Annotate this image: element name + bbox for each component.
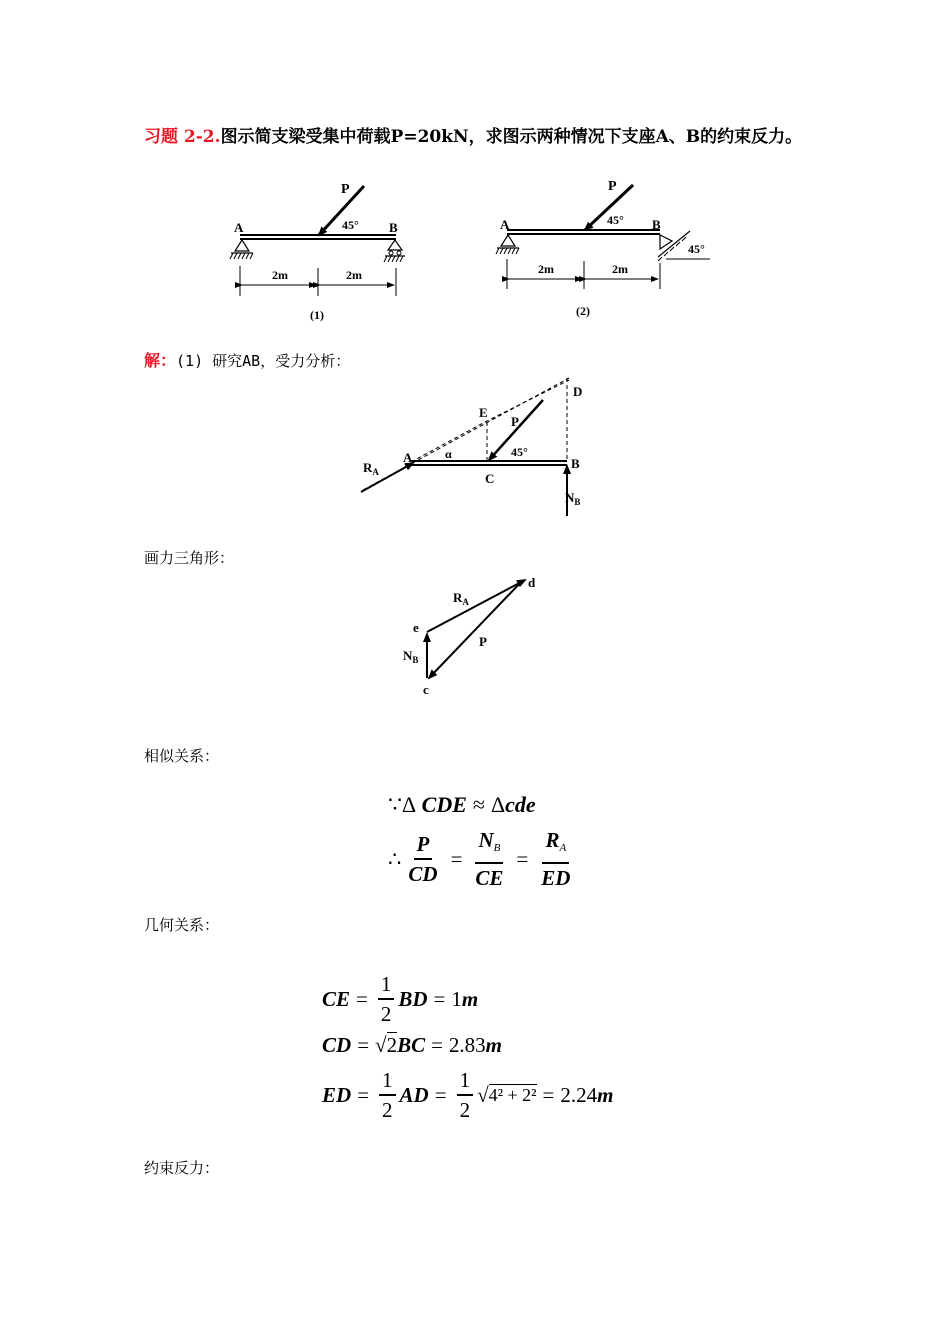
figure-2-inclined-roller-beam bbox=[490, 175, 720, 325]
figure-1-simply-supported-beam bbox=[224, 178, 424, 328]
label-A: A bbox=[234, 220, 244, 235]
label-NB: $N_B$ bbox=[565, 490, 581, 507]
label-A: A bbox=[500, 217, 510, 232]
problem-statement bbox=[144, 124, 824, 151]
label-B: B bbox=[652, 217, 661, 232]
solution-text: (1) 研究AB，受力分析： bbox=[176, 352, 351, 370]
label-E: E bbox=[479, 405, 488, 420]
label-RA: $R_A$ bbox=[453, 590, 469, 607]
solution-label: 解： bbox=[144, 351, 177, 370]
geometry-line-3: ED = $\frac{1}{2}$ AD = $\frac{1}{2}$ √ 4² + 2² = 2.24 m bbox=[322, 1068, 614, 1122]
dim-label-1: 2m bbox=[272, 268, 288, 282]
dashed-line-ED bbox=[485, 380, 569, 422]
similarity-line-1: ∵Δ CDE ≈ Δcde bbox=[388, 792, 536, 817]
label-alpha: α bbox=[445, 447, 452, 461]
label-A: A bbox=[403, 450, 413, 465]
figure-caption-1: (1) bbox=[310, 308, 324, 322]
problem-number: 习题 2-2. bbox=[144, 127, 221, 147]
dim-label-2: 2m bbox=[346, 268, 362, 282]
similar-heading: 相似关系： bbox=[144, 747, 220, 765]
similarity-line-2: ∴ $\frac{P}{CD}$ = $\frac{N_B}{CE}$ = $\frac{R_A}{ED}$ bbox=[388, 826, 577, 892]
geometry-line-1: CE = $\frac{1}{2}$ BD = 1 m bbox=[322, 972, 479, 1026]
label-P: P bbox=[341, 182, 350, 197]
solution-line bbox=[144, 350, 350, 372]
label-P: P bbox=[608, 179, 617, 194]
label-d: d bbox=[528, 575, 536, 590]
label-C: C bbox=[485, 471, 495, 486]
figure-caption-2: (2) bbox=[576, 304, 590, 318]
label-P: P bbox=[479, 634, 487, 649]
reaction-heading: 约束反力： bbox=[144, 1159, 220, 1177]
geometry-heading: 几何关系： bbox=[144, 916, 220, 934]
label-B: B bbox=[571, 456, 580, 471]
fraction-NB-over-CE: $\frac{N_B}{CE}$ bbox=[475, 828, 504, 890]
fraction-RA-over-ED: $\frac{R_A}{ED}$ bbox=[541, 828, 571, 890]
triangle-vector-P bbox=[429, 580, 523, 678]
label-c: c bbox=[423, 682, 429, 697]
triangle-vector-RA bbox=[427, 580, 525, 632]
label-D: D bbox=[573, 384, 583, 399]
label-angle-support: 45° bbox=[688, 242, 705, 256]
pin-support-A bbox=[496, 235, 519, 254]
label-NB: $N_B$ bbox=[403, 648, 419, 665]
label-RA: $R_A$ bbox=[363, 460, 379, 477]
problem-text: 图示简支梁受集中荷载P=20kN，求图示两种情况下支座A、B的约束反力。 bbox=[220, 127, 803, 147]
label-B: B bbox=[389, 220, 398, 235]
dim-label-2: 2m bbox=[612, 262, 628, 276]
triangle-heading: 画力三角形： bbox=[144, 549, 235, 567]
label-angle: 45° bbox=[342, 218, 359, 232]
label-angle: 45° bbox=[511, 445, 528, 459]
roller-support-B bbox=[384, 240, 405, 262]
fraction-P-over-CD: $\frac{P}{CD}$ bbox=[408, 832, 438, 886]
force-triangle bbox=[395, 568, 555, 704]
label-angle-load: 45° bbox=[607, 213, 624, 227]
pin-support-A bbox=[230, 240, 253, 259]
label-e: e bbox=[413, 620, 419, 635]
dim-label-1: 2m bbox=[538, 262, 554, 276]
label-P: P bbox=[511, 414, 519, 429]
free-body-diagram bbox=[355, 372, 605, 522]
geometry-line-2: CD = √ 2 BC = 2.83 m bbox=[322, 1032, 503, 1057]
